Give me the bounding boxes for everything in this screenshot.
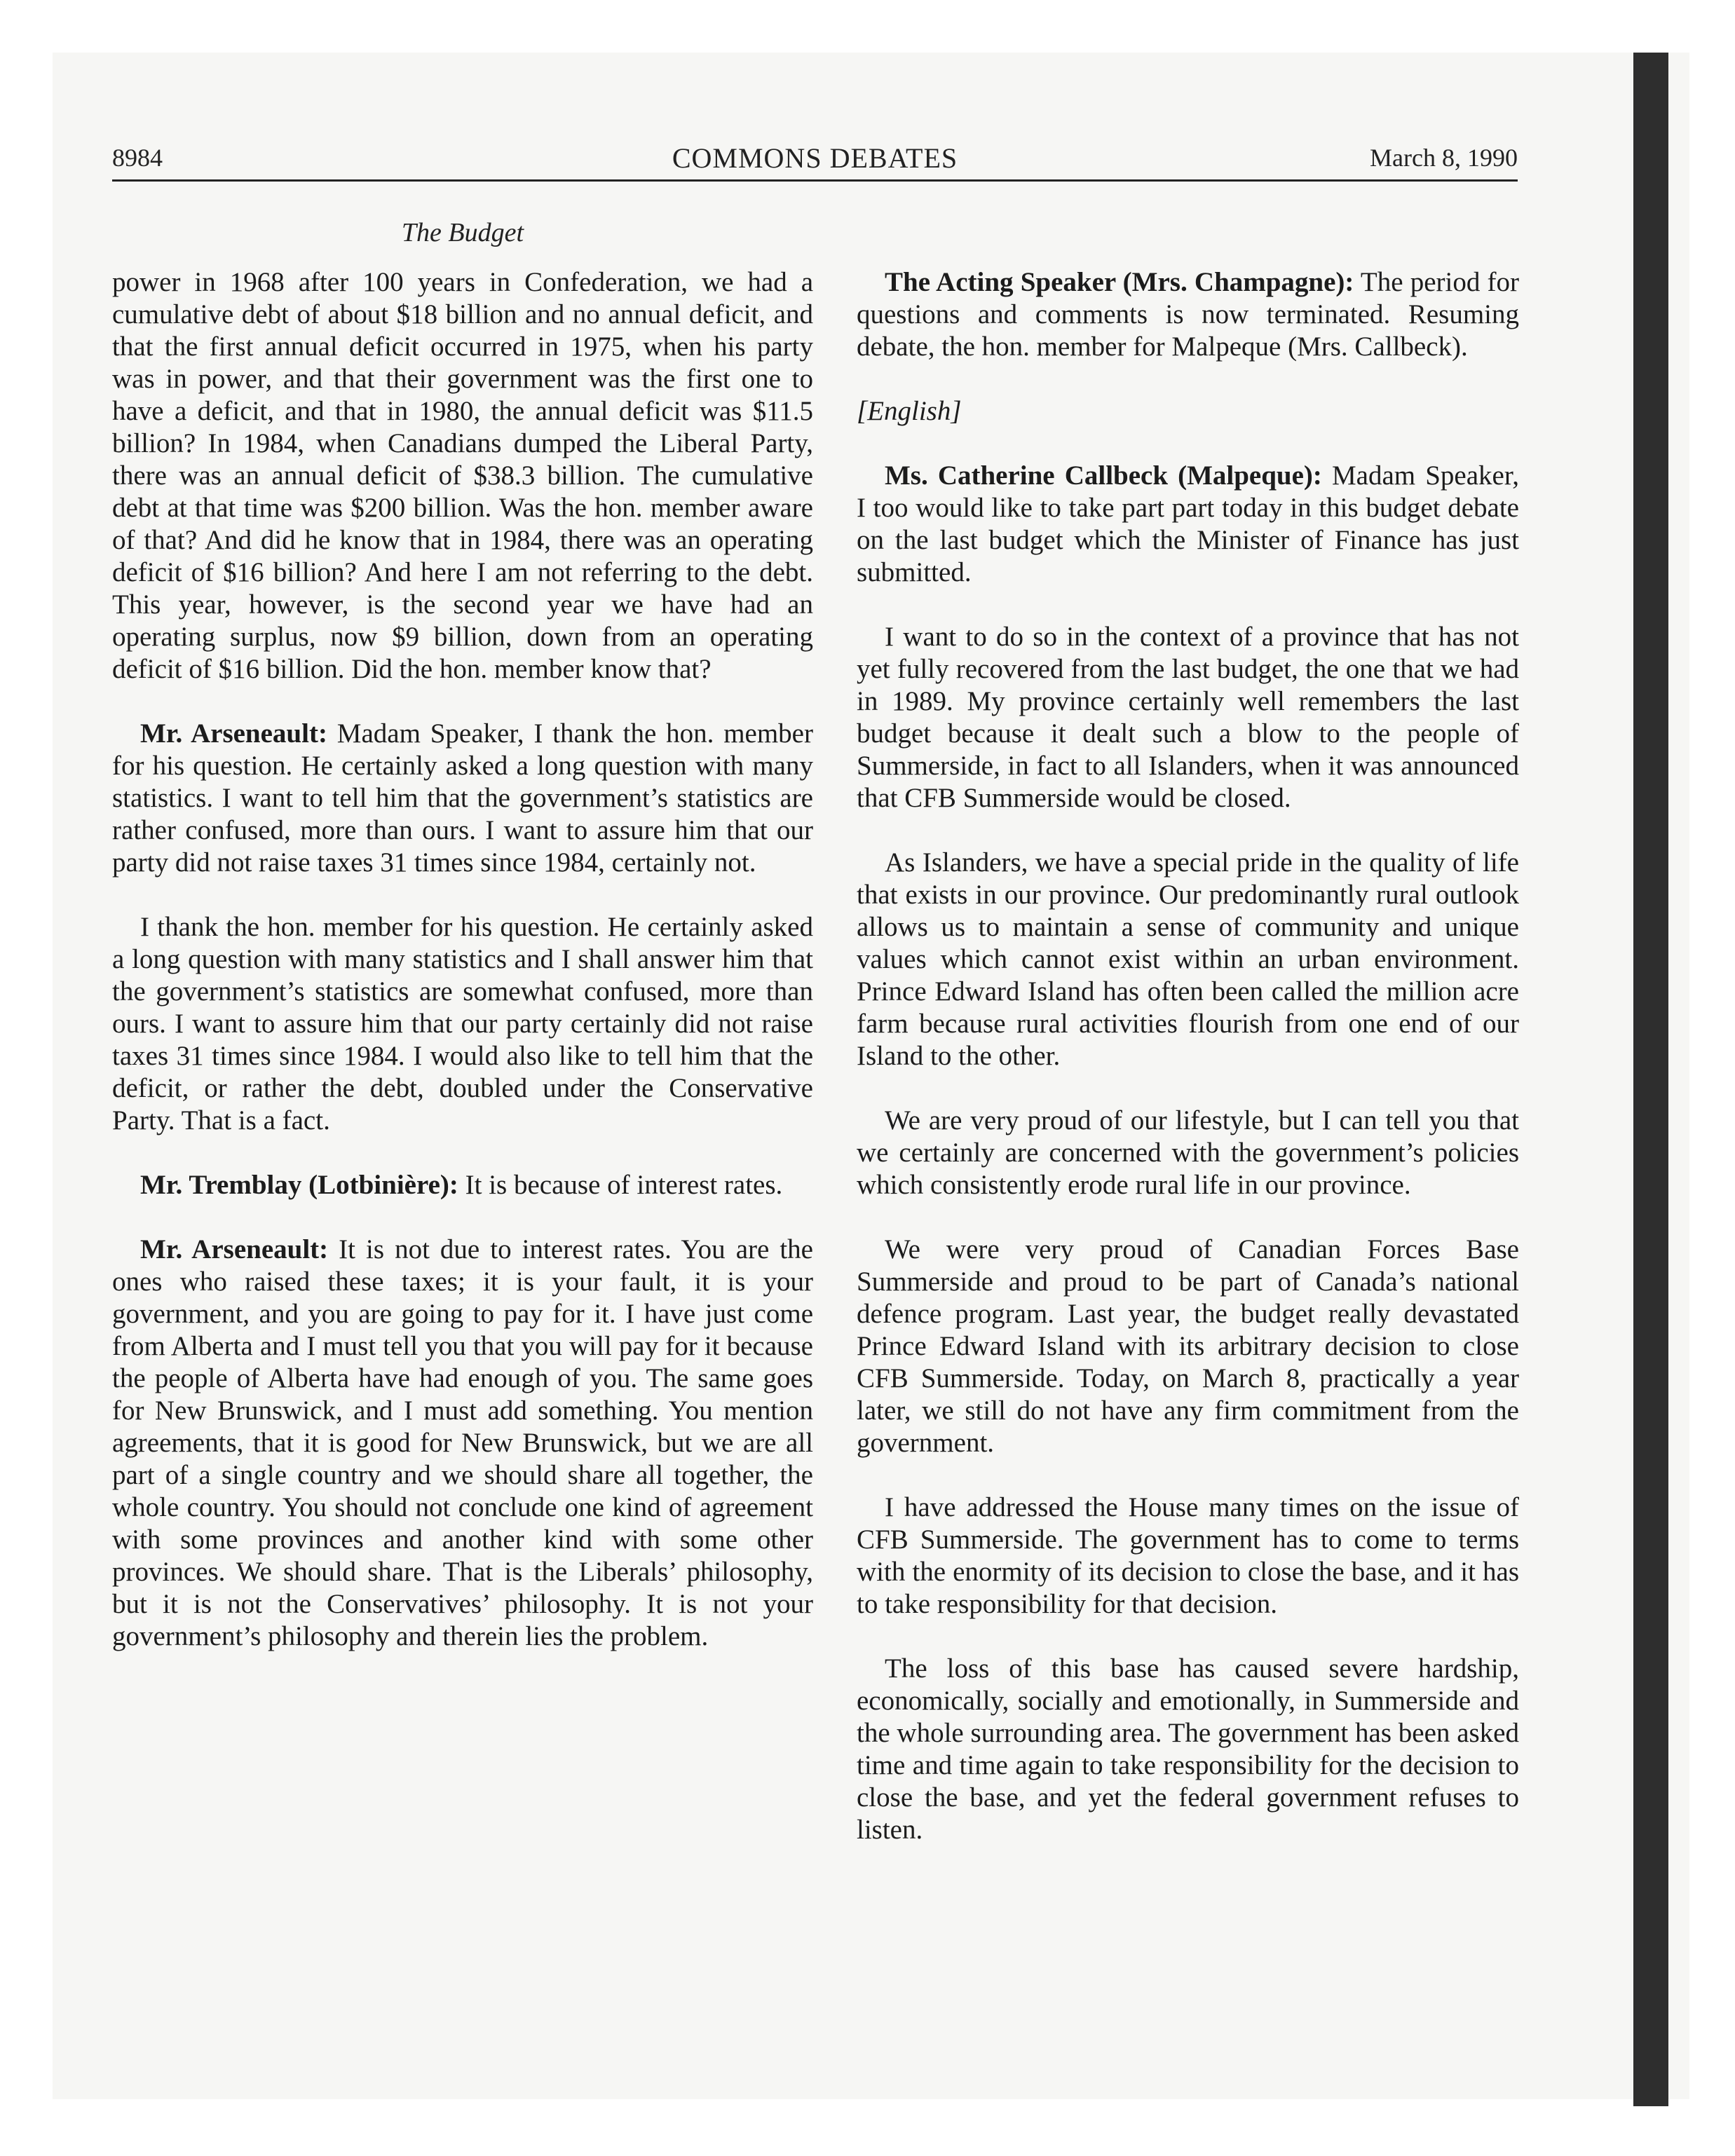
- speaker-name: Ms. Catherine Callbeck (Malpeque):: [885, 460, 1322, 491]
- paragraph: [857, 1653, 1519, 1846]
- paragraph-text: As Islanders, we have a special pride in the quality of life that exists in our province. Our predominantly rural outlook allows us to maintain a sense of community and unique values which cannot exist within an urban environment. Prince Edward Island has often been called the million acre farm because rural activities flourish from one end of our Island to the other.: [857, 847, 1519, 1071]
- paragraph: [112, 1169, 813, 1201]
- speaker-name: Mr. Arseneault:: [140, 1234, 329, 1264]
- speaker-name: The Acting Speaker (Mrs. Champagne):: [885, 267, 1354, 297]
- paragraph: [112, 911, 813, 1137]
- paragraph-text: It is not due to interest rates. You are the ones who raised these taxes; it is your fault, it is your government, and you are going to pay for it. I have just come from Alberta and I must tell you that you will pay for it because the people of Alberta have had enough of you. The same goes for New Brunswick, and I must add something. You mention agreements, that it is good for New Brunswick, but we are all part of a single country and we should share all together, the whole country. You should not conclude one kind of agreement with some provinces and another kind with some other provinces. We should share. That is the Liberals’ philosophy, but it is not the Conservatives’ philosophy. It is not your government’s philosophy and therein lies the problem.: [112, 1234, 813, 1651]
- speaker-name: Mr. Arseneault:: [140, 718, 327, 749]
- paragraph: [857, 266, 1519, 363]
- publication-date: March 8, 1990: [1370, 144, 1518, 172]
- paragraph: [112, 718, 813, 879]
- paragraph: [857, 1492, 1519, 1621]
- paragraph-text: Madam Speaker, I too would like to take part part today in this budget debate on the last budget which the Minister of Finance has just submitted.: [857, 460, 1519, 587]
- paragraph-text: I want to do so in the context of a province that has not yet fully recovered from the last budget, the one that we had in 1989. My province certainly well remembers the last budget because it dealt such a blow to the people of Summerside, in fact to all Islanders, when it was announced that CFB Summerside would be closed.: [857, 622, 1519, 813]
- paragraph-text: I thank the hon. member for his question. He certainly asked a long question with many statistics and I shall answer him that the government’s statistics are somewhat confused, more than ours. I want to assure him that our party certainly did not raise taxes 31 times since 1984. I would also like to tell him that the deficit, or rather the debt, doubled under the Conservative Party. That is a fact.: [112, 912, 813, 1135]
- paragraph: [857, 1105, 1519, 1201]
- paragraph: [112, 266, 813, 685]
- paragraph-text: We are very proud of our lifestyle, but I can tell you that we certainly are concerned with the government’s policies which consistently erode rural life in our province.: [857, 1105, 1519, 1200]
- paragraph-text: The period for questions and comments is now terminated. Resuming debate, the hon. member for Malpeque (Mrs. Callbeck).: [857, 267, 1519, 362]
- paragraph: [857, 460, 1519, 589]
- paragraph-text: It is because of interest rates.: [458, 1170, 783, 1200]
- paragraph-text: We were very proud of Canadian Forces Base Summerside and proud to be part of Canada’s national defence program. Last year, the budget really devastated Prince Edward Island with its arbitrary decision to close CFB Summerside. Today, on March 8, practically a year later, we still do not have any firm commitment from the government.: [857, 1234, 1519, 1458]
- publication-title: COMMONS DEBATES: [672, 142, 958, 174]
- running-header: [112, 137, 1518, 182]
- page-number: 8984: [112, 144, 163, 172]
- paragraph: [857, 621, 1519, 814]
- section-label: The Budget: [401, 218, 524, 247]
- paragraph: [857, 847, 1519, 1072]
- paragraph-text: power in 1968 after 100 years in Confederation, we had a cumulative debt of about $18 billion and no annual deficit, and that the first annual deficit occurred in 1975, when his party was in power, and that their government was the first one to have a deficit, and that in 1980, the annual deficit was $11.5 billion? In 1984, when Canadians dumped the Liberal Party, there was an annual deficit of $38.3 billion. The cumulative debt at that time was $200 billion. Was the hon. member aware of that? And did he know that in 1984, there was an operating deficit of $16 billion? And here I am not referring to the debt. This year, however, is the second year we have had an operating surplus, now $9 billion, down from an operating deficit of $16 billion. Did the hon. member know that?: [112, 267, 813, 684]
- paragraph-text: Madam Speaker, I thank the hon. member for his question. He certainly asked a long question with many statistics. I want to tell him that the government’s statistics are rather confused, more than ours. I want to assure him that our party did not raise taxes 31 times since 1984, certainly not.: [112, 718, 813, 878]
- speaker-name: Mr. Tremblay (Lotbinière):: [140, 1170, 458, 1200]
- paragraph: [112, 1234, 813, 1653]
- language-marker: [English]: [857, 396, 962, 426]
- scan-edge-bar: [1633, 53, 1668, 2106]
- right-column: [857, 266, 1519, 1846]
- paragraph-text: The loss of this base has caused severe hardship, economically, socially and emotionally, in Summerside and the whole surrounding area. The government has been asked time and time again to take responsibility for the decision to close the base, and yet the federal government refuses to listen.: [857, 1653, 1519, 1845]
- paragraph: [857, 1234, 1519, 1459]
- left-column: [112, 266, 813, 1653]
- paragraph-text: I have addressed the House many times on the issue of CFB Summerside. The government has to come to terms with the enormity of its decision to close the base, and it has to take responsibility for that decision.: [857, 1492, 1519, 1619]
